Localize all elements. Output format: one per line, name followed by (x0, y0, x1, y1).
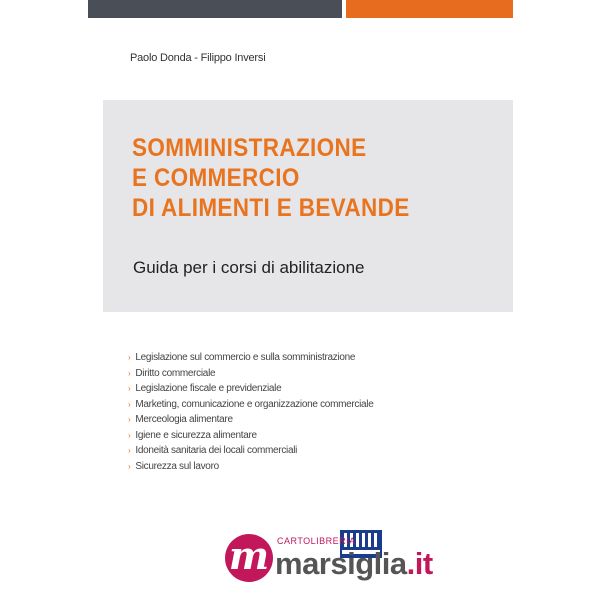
list-item: › Idoneità sanitaria dei locali commerciali (128, 445, 298, 456)
watermark-logo (225, 530, 505, 590)
marsiglia-m-logo-icon: m (225, 534, 273, 582)
list-item: › Marketing, comunicazione e organizzazione commerciale (128, 398, 374, 410)
bullet-icon: › (128, 353, 131, 362)
title-line: SOMMINISTRAZIONE (132, 134, 367, 162)
topics-list (128, 350, 374, 474)
authors: Paolo Donda - Filippo Inversi (130, 52, 266, 64)
bullet-icon: › (128, 399, 131, 409)
bullet-icon: › (128, 415, 131, 424)
book-title (132, 133, 410, 223)
bullet-icon: › (128, 368, 131, 378)
list-item: › Diritto commerciale (128, 367, 216, 379)
book-cover (88, 0, 513, 600)
bullet-icon: › (128, 461, 131, 471)
list-item: › Sicurezza sul lavoro (128, 460, 219, 472)
bullet-icon: › (128, 384, 131, 393)
bullet-icon: › (128, 430, 131, 440)
watermark-name: marsiglia.it (275, 546, 433, 581)
top-bar-dark (88, 0, 342, 18)
watermark-small-text: CARTOLIBRERIA (277, 536, 356, 546)
title-panel (103, 100, 513, 312)
list-item: › Legislazione sul commercio e sulla somministrazione (128, 352, 356, 363)
top-bar-orange (346, 0, 513, 18)
bullet-icon: › (128, 446, 131, 455)
book-subtitle: Guida per i corsi di abilitazione (133, 258, 365, 277)
list-item: › Merceologia alimentare (128, 414, 233, 425)
list-item: › Igiene e sicurezza alimentare (128, 429, 257, 441)
title-line: DI ALIMENTI E BEVANDE (132, 194, 410, 222)
title-line: E COMMERCIO (132, 164, 300, 192)
list-item: › Legislazione fiscale e previdenziale (128, 383, 282, 394)
